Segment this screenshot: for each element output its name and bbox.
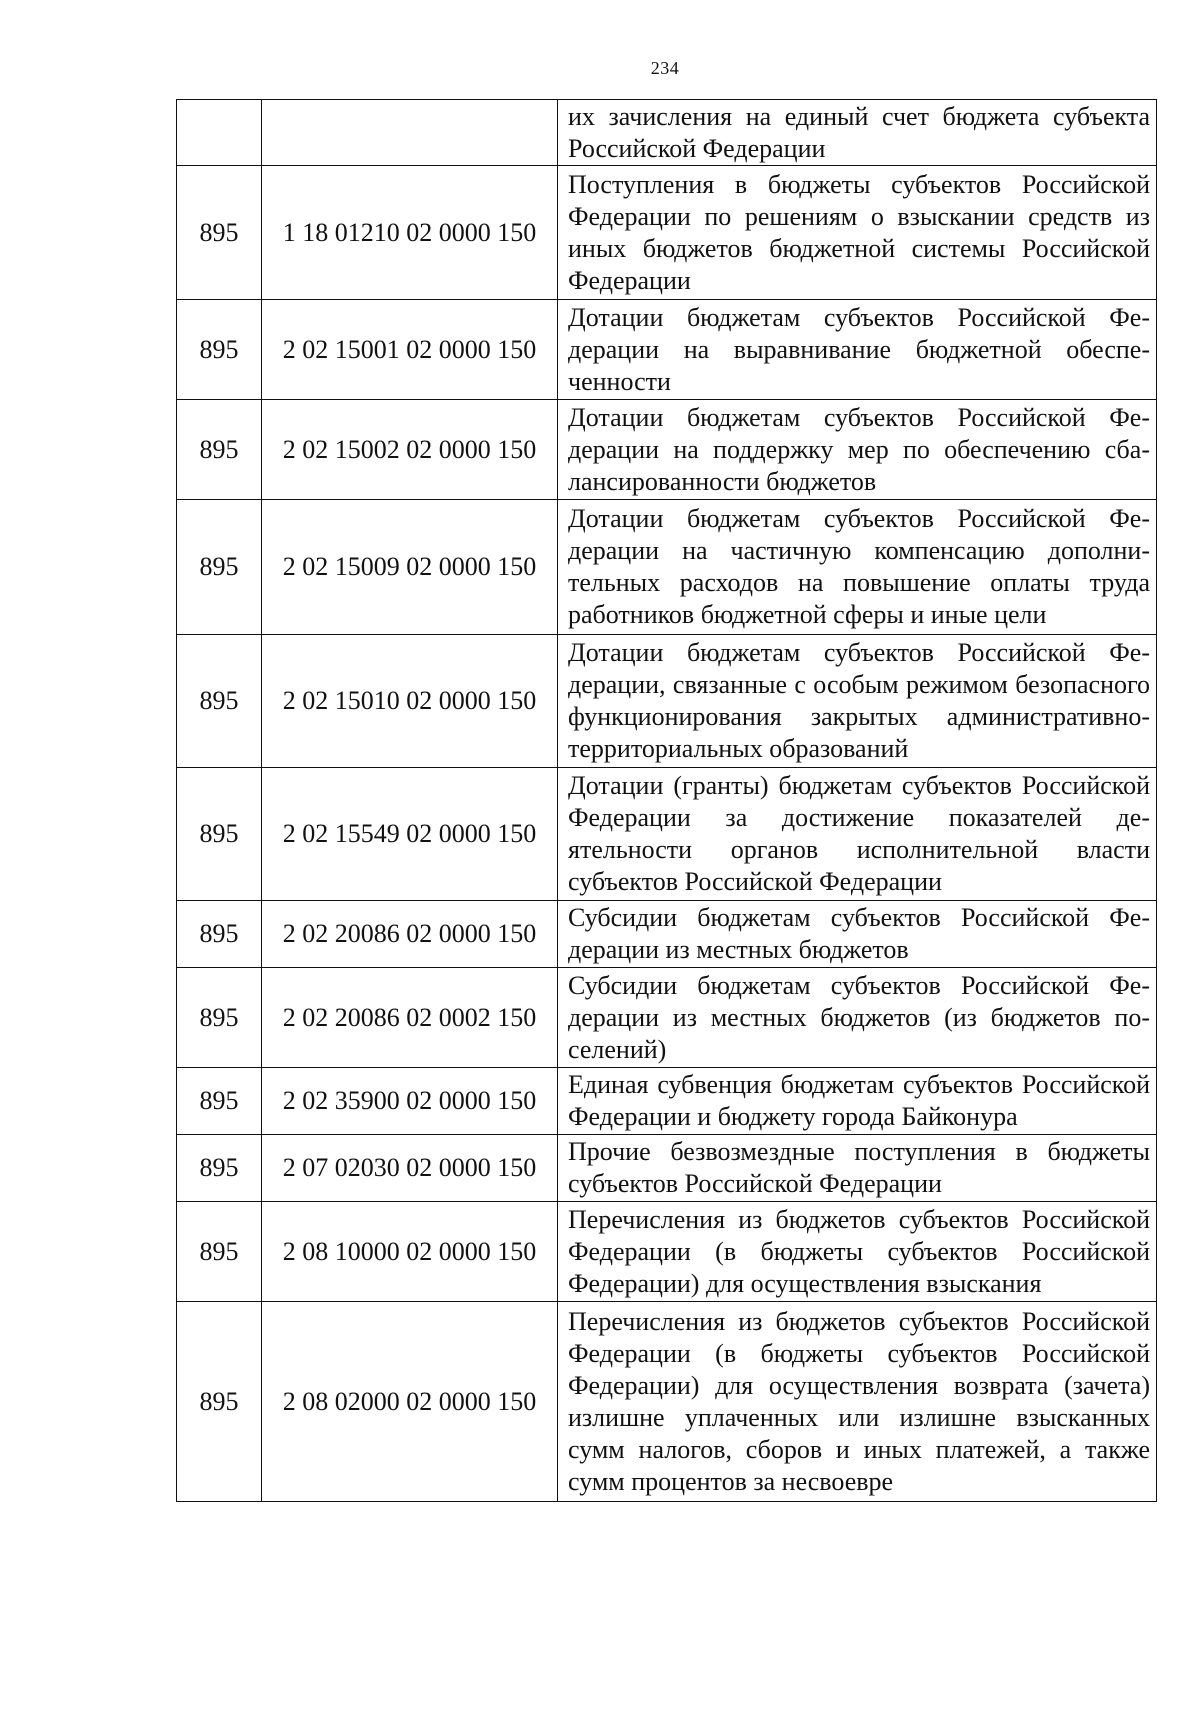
description-cell: Перечисления из бюджетов субъектов Российской Федерации (в бюджеты субъектов Российской Федерации) для осуществления возврата (зачета) излишне уплаченных или излишне взысканных сумм налогов, сборов и иных платежей, а также сумм процентов за несвоевре — [558, 1302, 1157, 1502]
admin-code-cell: 895 — [177, 300, 262, 400]
table-row — [177, 400, 1157, 500]
classification-code-cell: 1 18 01210 02 0000 150 — [262, 166, 558, 300]
classification-code-cell: 2 08 10000 02 0000 150 — [262, 1202, 558, 1302]
description-cell: Дотации бюджетам субъектов Российской Федерации на поддержку мер по обеспечению сбалансированности бюджетов — [558, 400, 1157, 500]
admin-code-cell: 895 — [177, 1135, 262, 1202]
classification-code-cell — [262, 100, 558, 166]
description-cell: Дотации бюджетам субъектов Российской Федерации на выравнивание бюджетной обеспеченности — [558, 300, 1157, 400]
table-row — [177, 635, 1157, 768]
table-row — [177, 968, 1157, 1068]
table-row — [177, 768, 1157, 901]
description-cell: Дотации (гранты) бюджетам субъектов Российской Федерации за достижение показателей деятельности органов исполнительной власти субъектов Российской Федерации — [558, 768, 1157, 901]
classification-code-cell: 2 02 15001 02 0000 150 — [262, 300, 558, 400]
classification-code-cell: 2 02 15010 02 0000 150 — [262, 635, 558, 768]
description-cell: Дотации бюджетам субъектов Российской Федерации на частичную компенсацию дополнительных расходов на повышение оплаты труда работников бюджетной сферы и иные цели — [558, 500, 1157, 635]
description-cell: Единая субвенция бюджетам субъектов Российской Федерации и бюджету города Байконура — [558, 1068, 1157, 1135]
classification-code-cell: 2 07 02030 02 0000 150 — [262, 1135, 558, 1202]
table-row — [177, 1202, 1157, 1302]
description-cell: Субсидии бюджетам субъектов Российской Федерации из местных бюджетов (из бюджетов поселений) — [558, 968, 1157, 1068]
description-cell: Поступления в бюджеты субъектов Российской Федерации по решениям о взыскании средств из иных бюджетов бюджетной системы Российской Федерации — [558, 166, 1157, 300]
table-row — [177, 166, 1157, 300]
table-row — [177, 100, 1157, 166]
description-cell: Перечисления из бюджетов субъектов Российской Федерации (в бюджеты субъектов Российской Федерации) для осуществления взыскания — [558, 1202, 1157, 1302]
admin-code-cell: 895 — [177, 400, 262, 500]
classification-code-cell: 2 02 15002 02 0000 150 — [262, 400, 558, 500]
classification-code-cell: 2 02 20086 02 0000 150 — [262, 901, 558, 968]
classification-code-cell: 2 02 20086 02 0002 150 — [262, 968, 558, 1068]
description-cell: Прочие безвозмездные поступления в бюджеты субъектов Российской Федерации — [558, 1135, 1157, 1202]
admin-code-cell: 895 — [177, 1068, 262, 1135]
page-number: 234 — [650, 58, 680, 78]
table-row — [177, 1135, 1157, 1202]
admin-code-cell: 895 — [177, 901, 262, 968]
table-row — [177, 300, 1157, 400]
classification-code-cell: 2 02 15549 02 0000 150 — [262, 768, 558, 901]
admin-code-cell: 895 — [177, 166, 262, 300]
table-row — [177, 1302, 1157, 1502]
table-row — [177, 500, 1157, 635]
table-row — [177, 901, 1157, 968]
admin-code-cell: 895 — [177, 635, 262, 768]
admin-code-cell: 895 — [177, 968, 262, 1068]
admin-code-cell: 895 — [177, 500, 262, 635]
description-cell: их зачисления на единый счет бюджета субъекта Российской Федерации — [558, 100, 1157, 166]
admin-code-cell: 895 — [177, 1302, 262, 1502]
description-cell: Дотации бюджетам субъектов Российской Федерации, связанные с особым режимом безопасного функционирования закрытых административно-территориальных образований — [558, 635, 1157, 768]
admin-code-cell: 895 — [177, 1202, 262, 1302]
description-cell: Субсидии бюджетам субъектов Российской Федерации из местных бюджетов — [558, 901, 1157, 968]
classification-code-cell: 2 02 15009 02 0000 150 — [262, 500, 558, 635]
classification-code-cell: 2 08 02000 02 0000 150 — [262, 1302, 558, 1502]
admin-code-cell: 895 — [177, 768, 262, 901]
classification-code-cell: 2 02 35900 02 0000 150 — [262, 1068, 558, 1135]
table-row — [177, 1068, 1157, 1135]
admin-code-cell — [177, 100, 262, 166]
budget-classification-table — [176, 99, 1157, 1502]
